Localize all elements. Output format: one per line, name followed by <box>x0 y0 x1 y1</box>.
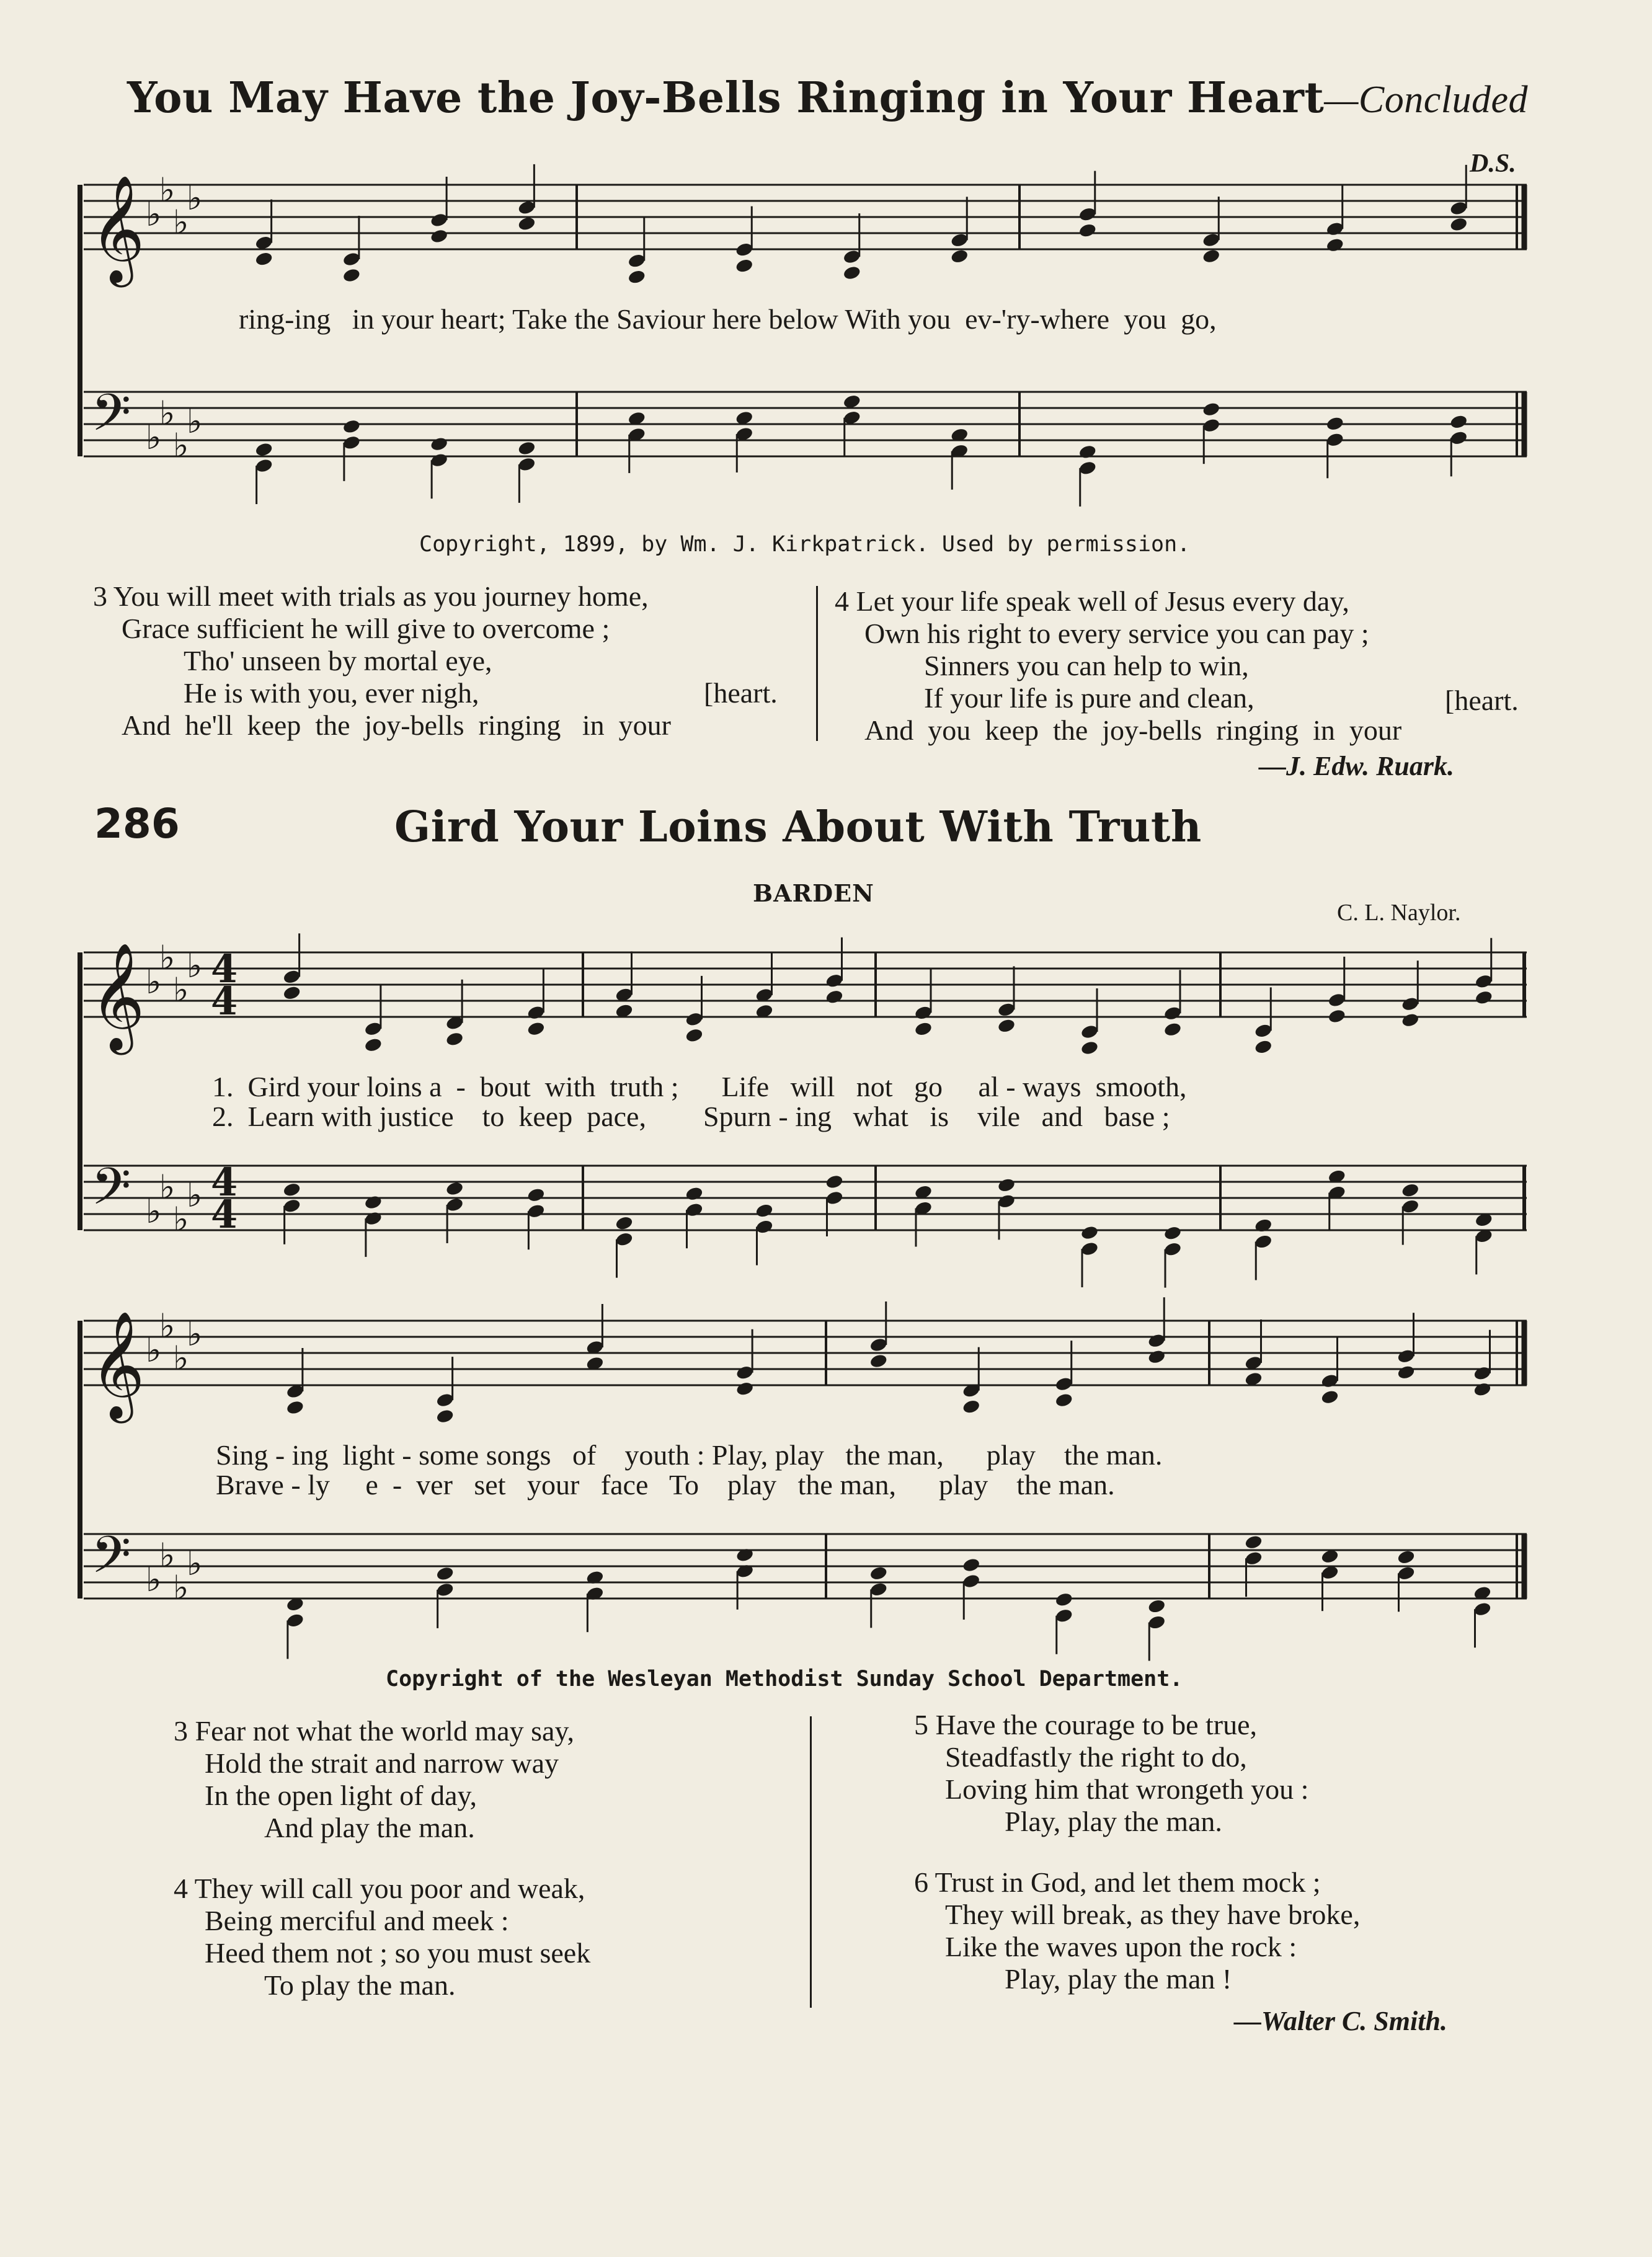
top-hymn-copyright: Copyright, 1899, by Wm. J. Kirkpatrick. Used by permission. <box>419 532 1191 557</box>
flat-sign: ♭ <box>187 1176 203 1215</box>
verse-line: Being merciful and meek : <box>205 1905 509 1936</box>
system1-lyrics-verse1: 1. Gird your loins a - bout with truth ; Life will not go al - ways smooth, <box>212 1071 1187 1102</box>
verse-line: 3 You will meet with trials as you journey home, <box>93 580 649 612</box>
verse-line: 4 They will call you poor and weak, <box>174 1873 585 1904</box>
note-head <box>1449 414 1468 430</box>
verse-line: Hold the strait and narrow way <box>205 1747 559 1779</box>
system2-lyrics-verse1: Sing - ing light - some songs of youth : Play, play the man, play the man. <box>216 1439 1163 1471</box>
note-head <box>435 1408 455 1424</box>
note-head <box>735 1381 755 1397</box>
note-head <box>282 1182 301 1198</box>
note-head <box>1080 1225 1099 1241</box>
note-head <box>517 440 536 456</box>
clef: 𝄢 <box>91 383 131 455</box>
flat-sign: ♭ <box>146 195 162 234</box>
flat-sign: ♭ <box>159 171 175 210</box>
verse-6 <box>914 1866 1360 1995</box>
note-head <box>342 267 362 283</box>
clef: 𝄞 <box>90 1311 145 1419</box>
flat-sign: ♭ <box>173 203 189 242</box>
note-head <box>430 436 449 452</box>
note-head <box>430 228 449 244</box>
flat-sign: ♭ <box>187 179 203 218</box>
note-head <box>950 248 969 264</box>
note-head <box>1397 1549 1416 1565</box>
system1-lyrics-verse2: 2. Learn with justice to keep pace, Spurn - ing what is vile and base ; <box>212 1101 1170 1132</box>
verse-line: 3 Fear not what the world may say, <box>174 1715 574 1747</box>
note-head <box>1147 1599 1166 1615</box>
verse-line: Heed them not ; so you must seek <box>205 1937 591 1969</box>
note-head <box>997 1018 1016 1034</box>
verse-line: Own his right to every service you can pay ; <box>864 618 1369 649</box>
top-hymn-title-text: You May Have the Joy-Bells Ringing in Your Heart <box>127 73 1325 123</box>
verse-line: To play the man. <box>264 1969 456 2001</box>
clef: 𝄢 <box>91 1156 131 1229</box>
note-head <box>755 1203 774 1219</box>
verse-line: Play, play the man ! <box>1005 1963 1232 1995</box>
verse-line: Tho' unseen by mortal eye, <box>184 645 492 676</box>
verse-line: And play the man. <box>264 1812 475 1843</box>
note-head <box>1244 1534 1263 1550</box>
note-head <box>1054 1592 1073 1608</box>
note-head <box>1325 237 1344 253</box>
time-signature: 4 <box>211 946 238 991</box>
flat-sign: ♭ <box>159 394 175 433</box>
verse-divider <box>816 586 818 741</box>
flat-sign: ♭ <box>173 1339 189 1378</box>
note-head <box>1202 248 1221 264</box>
verse-line: Like the waves upon the rock : <box>945 1931 1297 1962</box>
note-head <box>869 1353 888 1369</box>
note-head <box>1054 1392 1073 1408</box>
verse-4 <box>174 1873 590 2002</box>
note-head <box>825 989 844 1005</box>
note-head <box>1327 1008 1346 1024</box>
verse-5 <box>914 1709 1308 1838</box>
note-head <box>1320 1389 1339 1405</box>
verse-line: And he'll keep the joy-bells ringing in your <box>122 709 671 741</box>
top-verse-4 <box>835 585 1548 747</box>
note-head <box>282 985 301 1001</box>
note-head <box>1474 990 1493 1006</box>
note-head <box>627 269 646 285</box>
flat-sign: ♭ <box>173 970 189 1009</box>
verse-line: He is with you, ever nigh, <box>184 677 479 709</box>
time-signature: 4 <box>211 1192 238 1237</box>
verse-line: And you keep the joy-bells ringing in your <box>864 714 1402 746</box>
verse-line: Loving him that wrongeth you : <box>945 1773 1309 1805</box>
ds-mark: D.S. <box>1470 149 1516 178</box>
hymn-286-copyright: Copyright of the Wesleyan Methodist Sunday School Department. <box>386 1667 1183 1692</box>
flat-sign: ♭ <box>187 1315 203 1354</box>
note-head <box>1202 401 1221 417</box>
note-head <box>254 251 273 267</box>
note-head <box>962 1557 981 1573</box>
verse-line: 6 Trust in God, and let them mock ; <box>914 1866 1321 1898</box>
note-head <box>526 1187 546 1203</box>
note-head <box>1325 415 1344 432</box>
flat-sign: ♭ <box>187 946 203 985</box>
note-head <box>445 1031 464 1047</box>
note-head <box>1254 1039 1273 1055</box>
note-head <box>1080 1040 1099 1056</box>
flat-sign: ♭ <box>173 1568 189 1607</box>
system2-lyrics-verse2: Brave - ly e - ver set your face To play the man, play the man. <box>216 1469 1115 1501</box>
top-verse-4-wrap: [heart. <box>1445 685 1519 716</box>
hymn-286-attribution: —Walter C. Smith. <box>1234 2006 1447 2036</box>
flat-sign: ♭ <box>159 1536 175 1575</box>
composer-name: C. L. Naylor. <box>1337 900 1461 926</box>
tune-name: BARDEN <box>753 879 874 907</box>
concluded-label: —Concluded <box>1324 79 1529 121</box>
verse-line: Sinners you can help to win, <box>924 650 1249 681</box>
clef: 𝄢 <box>91 1525 131 1597</box>
note-head <box>1147 1349 1166 1365</box>
note-head <box>342 419 362 435</box>
verse-line: They will break, as they have broke, <box>945 1899 1361 1930</box>
top-verse-3 <box>93 580 806 742</box>
note-head <box>364 1194 383 1210</box>
time-signature: 4 <box>211 978 238 1024</box>
verse-line: Grace sufficient he will give to overcome ; <box>122 613 610 644</box>
clef: 𝄞 <box>90 175 145 283</box>
note-head <box>435 1566 455 1582</box>
note-head <box>1078 444 1097 460</box>
clef: 𝄞 <box>90 942 145 1050</box>
note-head <box>869 1565 888 1581</box>
top-hymn-lyric-line: ring-ing in your heart; Take the Saviour here below With you ev-'ry-where you go, <box>239 303 1217 335</box>
note-head <box>1401 1182 1420 1199</box>
hymn-number: 286 <box>94 800 180 848</box>
top-hymn-attribution: —J. Edw. Ruark. <box>1259 751 1455 781</box>
flat-sign: ♭ <box>146 1560 162 1599</box>
note-head <box>517 216 536 232</box>
note-head <box>962 1399 981 1415</box>
note-head <box>286 1399 305 1416</box>
note-head <box>1401 1012 1420 1028</box>
note-head <box>1254 1218 1273 1234</box>
note-head <box>364 1037 383 1053</box>
note-head <box>254 441 273 458</box>
flat-sign: ♭ <box>146 1331 162 1370</box>
note-head <box>445 1181 464 1197</box>
verse-divider <box>810 1716 812 2008</box>
flat-sign: ♭ <box>173 426 189 465</box>
flat-sign: ♭ <box>159 1306 175 1346</box>
note-head <box>735 258 754 274</box>
flat-sign: ♭ <box>173 1200 189 1239</box>
note-head <box>1473 1381 1492 1398</box>
note-head <box>1397 1364 1416 1380</box>
note-head <box>685 1027 704 1044</box>
time-signature: 4 <box>211 1160 238 1205</box>
note-head <box>1078 223 1097 239</box>
flat-sign: ♭ <box>146 962 162 1001</box>
verse-line: In the open light of day, <box>205 1780 477 1811</box>
hymn-title: Gird Your Loins About With Truth <box>394 802 1202 852</box>
note-head <box>1163 1225 1183 1241</box>
flat-sign: ♭ <box>146 418 162 457</box>
flat-sign: ♭ <box>187 1544 203 1583</box>
note-head <box>615 1215 634 1231</box>
verse-line: If your life is pure and clean, <box>924 682 1255 714</box>
note-head <box>997 1177 1016 1193</box>
note-head <box>842 265 861 281</box>
note-head <box>1449 216 1468 233</box>
verse-line: 5 Have the courage to be true, <box>914 1709 1258 1740</box>
top-verse-3-wrap: [heart. <box>704 677 778 709</box>
verse-line: 4 Let your life speak well of Jesus every day, <box>835 585 1349 617</box>
note-head <box>914 1021 933 1037</box>
flat-sign: ♭ <box>159 1168 175 1207</box>
note-head <box>825 1174 844 1190</box>
verse-line: Play, play the man. <box>1005 1806 1222 1837</box>
verse-3 <box>174 1715 574 1844</box>
flat-sign: ♭ <box>146 1192 162 1231</box>
note-head <box>1163 1021 1183 1037</box>
flat-sign: ♭ <box>159 938 175 977</box>
verse-line: Steadfastly the right to do, <box>945 1741 1247 1773</box>
flat-sign: ♭ <box>187 402 203 441</box>
note-head <box>526 1021 546 1037</box>
note-head <box>685 1186 704 1202</box>
